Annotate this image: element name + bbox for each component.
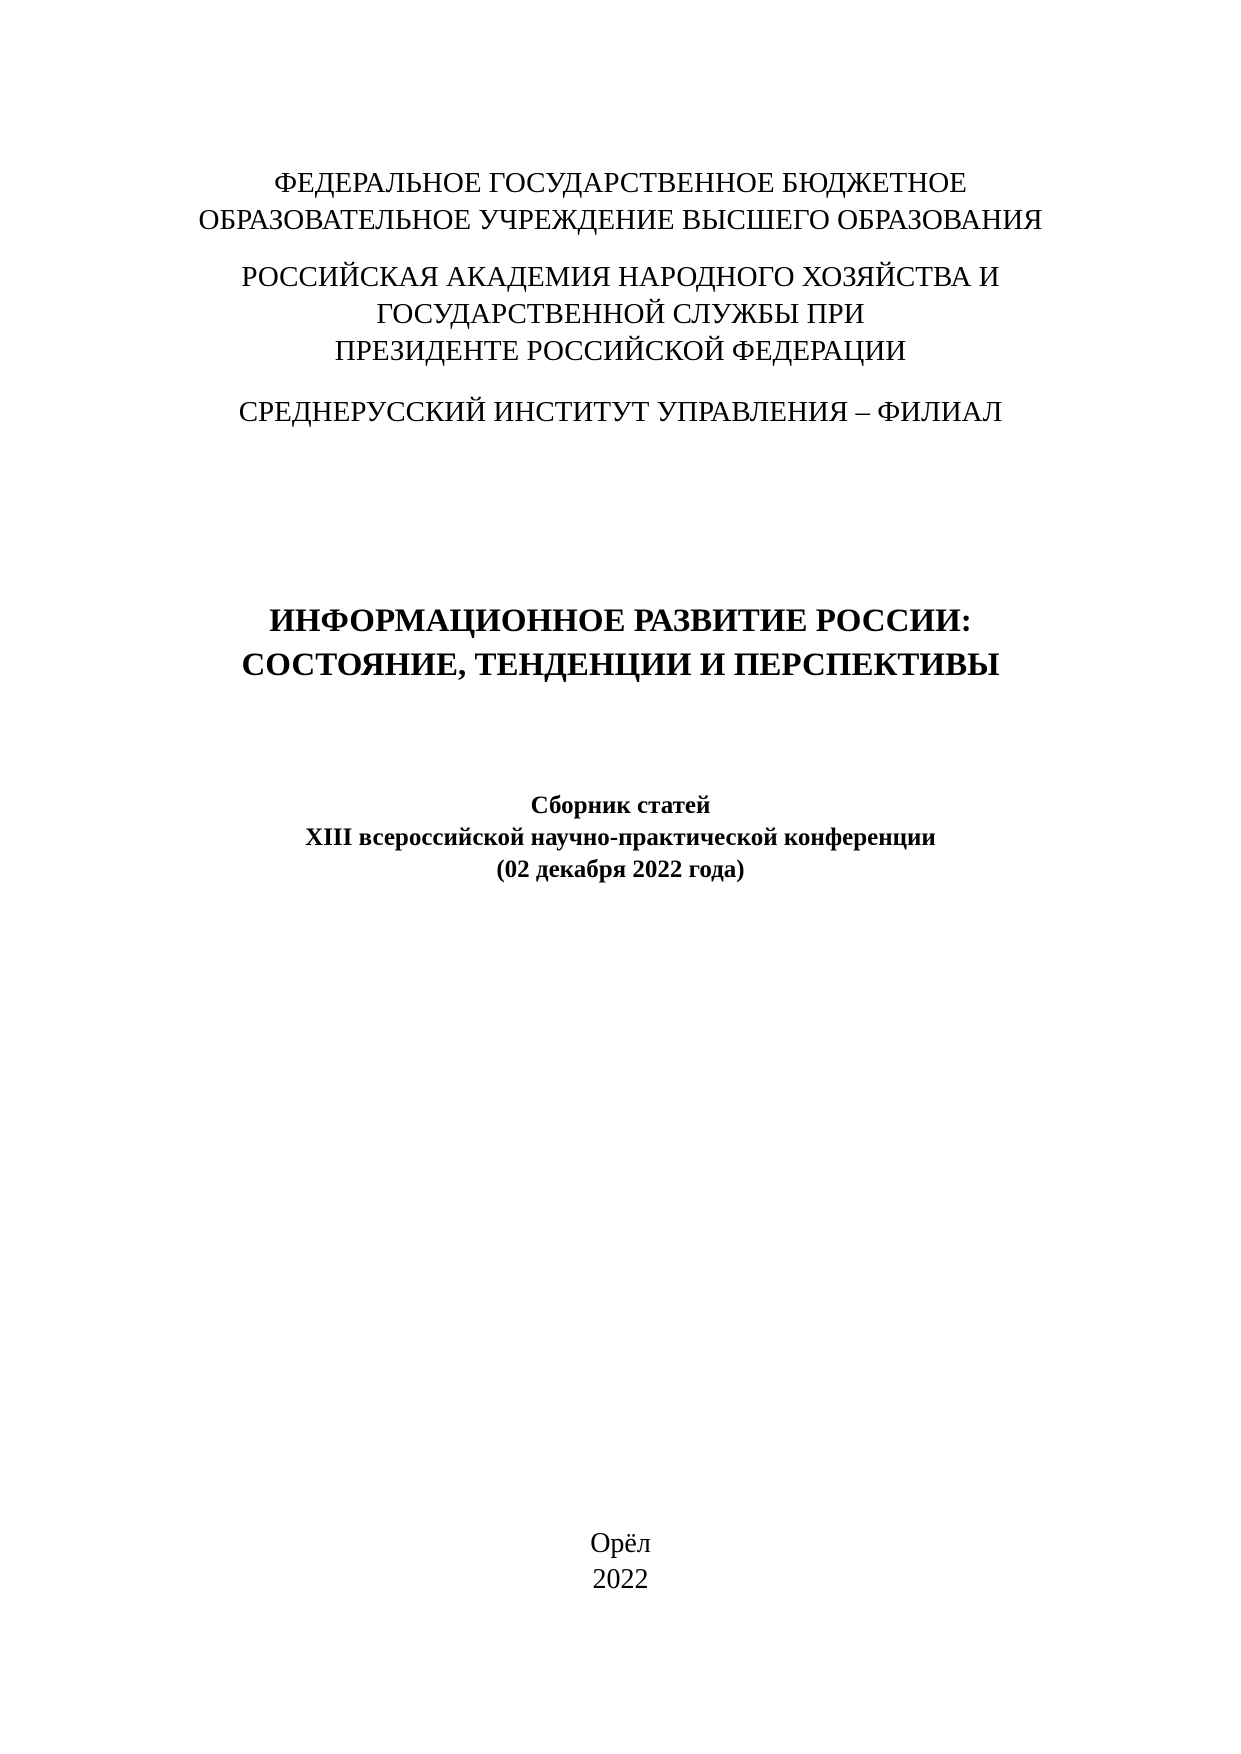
institution-line-1: ФЕДЕРАЛЬНОЕ ГОСУДАРСТВЕННОЕ БЮДЖЕТНОЕ bbox=[274, 167, 967, 199]
document-subtitle bbox=[0, 790, 1241, 886]
academy-line-2: ГОСУДАРСТВЕННОЙ СЛУЖБЫ ПРИ bbox=[376, 298, 865, 330]
subtitle-line-3: (02 декабря 2022 года) bbox=[496, 856, 745, 883]
academy-line-1: РОССИЙСКАЯ АКАДЕМИЯ НАРОДНОГО ХОЗЯЙСТВА И bbox=[241, 261, 1000, 293]
title-line-2: СОСТОЯНИЕ, ТЕНДЕНЦИИ И ПЕРСПЕКТИВЫ bbox=[241, 647, 1000, 683]
academy-line-3: ПРЕЗИДЕНТЕ РОССИЙСКОЙ ФЕДЕРАЦИИ bbox=[334, 335, 907, 367]
title-line-1: ИНФОРМАЦИОННОЕ РАЗВИТИЕ РОССИИ: bbox=[269, 603, 972, 639]
institution-line-2: ОБРАЗОВАТЕЛЬНОЕ УЧРЕЖДЕНИЕ ВЫСШЕГО ОБРАЗОВАНИЯ bbox=[198, 204, 1043, 236]
subtitle-line-2: XIII всероссийской научно-практической конференции bbox=[305, 824, 936, 851]
document-title bbox=[0, 599, 1241, 687]
branch-line: СРЕДНЕРУССКИЙ ИНСТИТУТ УПРАВЛЕНИЯ – ФИЛИАЛ bbox=[238, 396, 1003, 428]
imprint bbox=[0, 1526, 1241, 1598]
branch-header bbox=[0, 394, 1241, 431]
institution-header bbox=[0, 165, 1241, 239]
subtitle-line-1: Сборник статей bbox=[530, 792, 711, 819]
imprint-year: 2022 bbox=[592, 1564, 649, 1595]
imprint-city: Орёл bbox=[590, 1528, 651, 1559]
academy-header bbox=[0, 259, 1241, 370]
